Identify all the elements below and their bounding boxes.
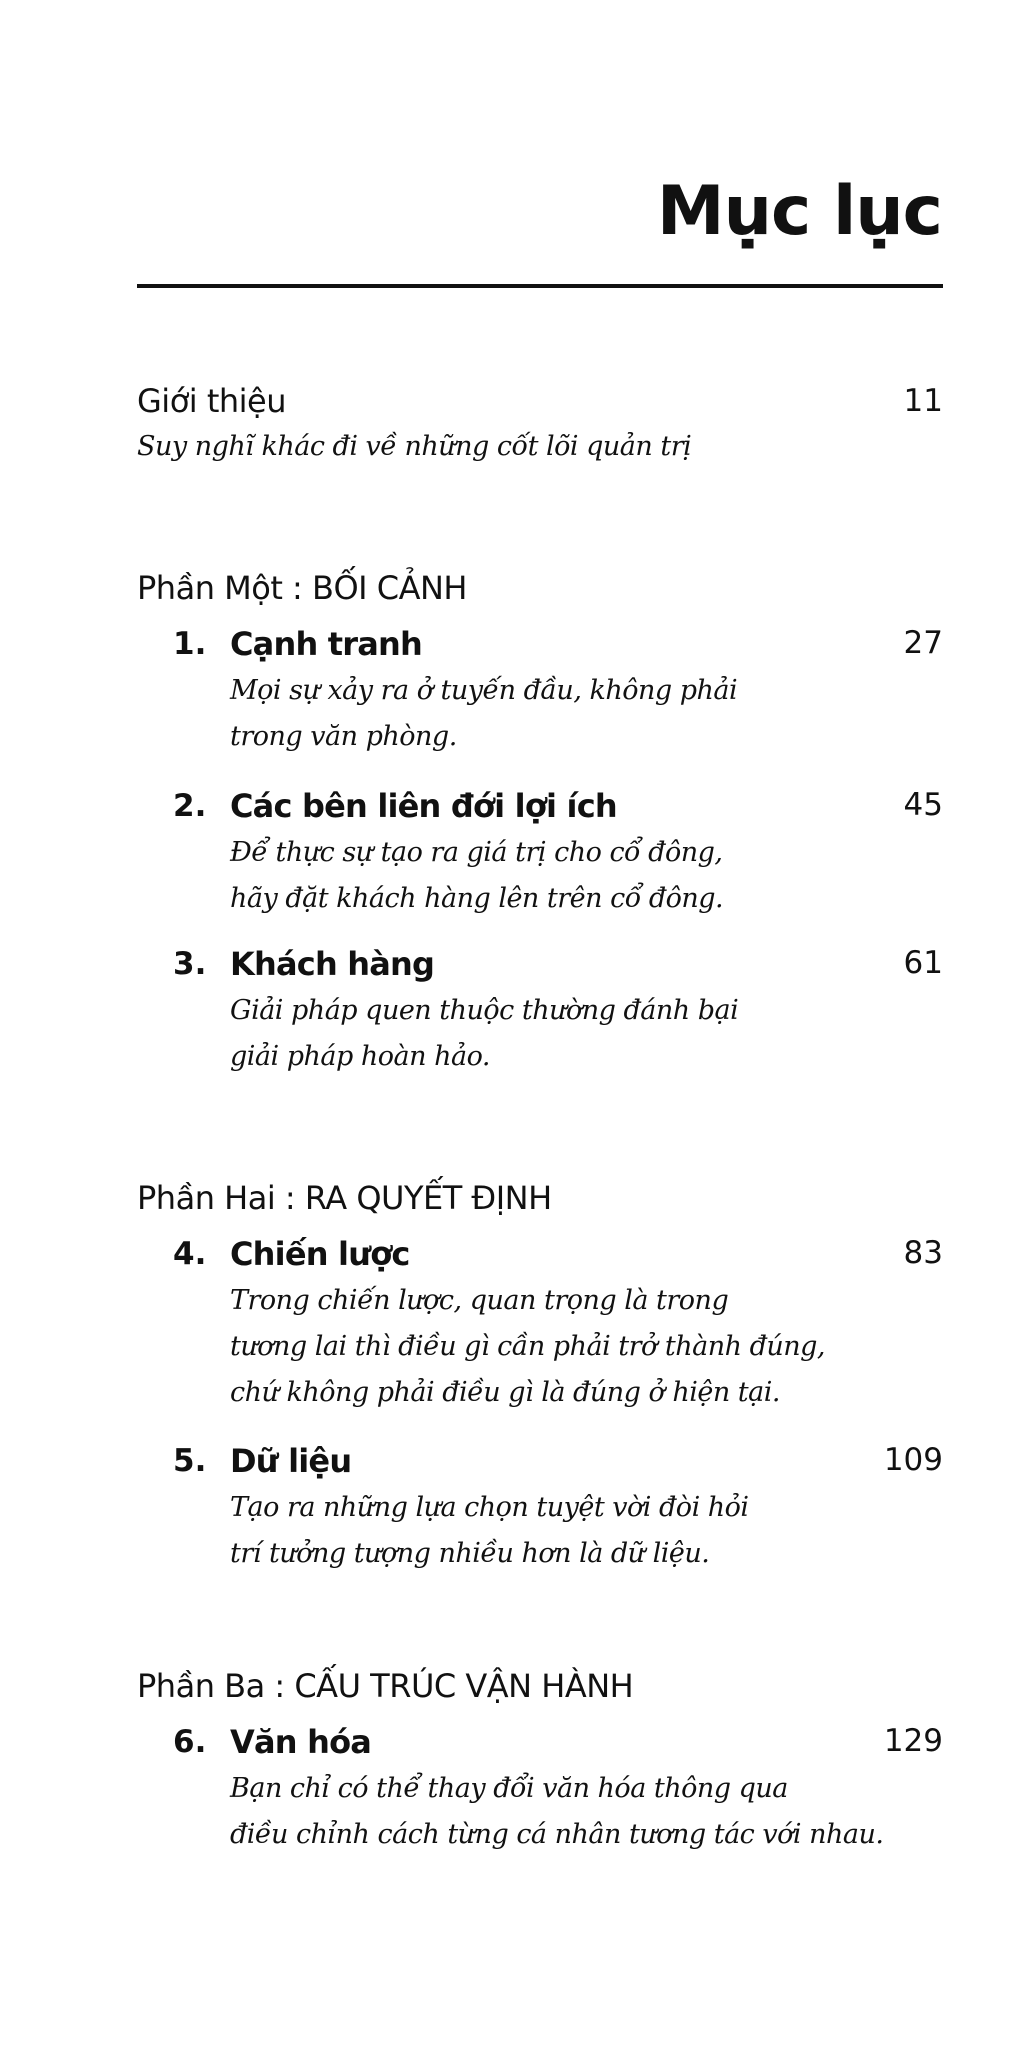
chapter-title: Văn hóa [230, 1723, 372, 1761]
chapter-number: 5. [173, 1443, 207, 1479]
description-line: điều chỉnh cách từng cá nhân tương tác với nhau. [230, 1819, 884, 1850]
part-heading-3 [137, 1663, 943, 1709]
description-line: chứ không phải điều gì là đúng ở hiện tại. [230, 1377, 780, 1408]
toc-chapter-5[interactable] [137, 1437, 943, 1577]
chapter-description [137, 1485, 943, 1577]
page-number: 83 [903, 1235, 943, 1271]
description-line: tương lai thì điều gì cần phải trở thành đúng, [230, 1331, 826, 1362]
part-title: Phần Ba : CẤU TRÚC VẬN HÀNH [137, 1667, 634, 1705]
chapter-title: Cạnh tranh [230, 625, 423, 663]
toc-chapter-6[interactable] [137, 1718, 943, 1858]
page-number: 61 [903, 945, 943, 981]
page-number: 109 [883, 1442, 943, 1478]
chapter-number: 3. [173, 946, 207, 982]
part-heading-2 [137, 1175, 943, 1221]
chapter-title: Dữ liệu [230, 1442, 352, 1480]
page-number: 27 [903, 625, 943, 661]
description-line: Tạo ra những lựa chọn tuyệt vời đòi hỏi [230, 1492, 749, 1523]
chapter-number: 4. [173, 1236, 207, 1272]
description-line: Mọi sự xảy ra ở tuyến đầu, không phải [230, 675, 738, 706]
toc-chapter-2[interactable] [137, 782, 943, 922]
chapter-description [137, 988, 943, 1080]
description-line: hãy đặt khách hàng lên trên cổ đông. [230, 883, 724, 914]
chapter-title: Chiến lược [230, 1235, 410, 1273]
description-line: giải pháp hoàn hảo. [230, 1041, 490, 1072]
intro-subtitle: Suy nghĩ khác đi về những cốt lõi quản trị [137, 431, 692, 462]
description-line: Trong chiến lược, quan trọng là trong [230, 1285, 729, 1316]
chapter-number: 6. [173, 1724, 207, 1760]
chapter-title: Khách hàng [230, 945, 435, 983]
chapter-title: Các bên liên đới lợi ích [230, 787, 617, 825]
title-divider [137, 284, 943, 288]
toc-chapter-3[interactable] [137, 940, 943, 1080]
description-line: trong văn phòng. [230, 721, 457, 752]
chapter-description [137, 668, 943, 760]
toc-chapter-4[interactable] [137, 1230, 943, 1416]
chapter-description [137, 1278, 943, 1416]
chapter-number: 2. [173, 788, 207, 824]
chapter-number: 1. [173, 626, 207, 662]
description-line: trí tưởng tượng nhiều hơn là dữ liệu. [230, 1538, 710, 1569]
toc-chapter-1[interactable] [137, 620, 943, 760]
page-number: 11 [903, 383, 943, 419]
chapter-description [137, 830, 943, 922]
chapter-description [137, 1766, 943, 1858]
page-number: 129 [883, 1723, 943, 1759]
part-title: Phần Một : BỐI CẢNH [137, 569, 467, 607]
page-number: 45 [903, 787, 943, 823]
description-line: Bạn chỉ có thể thay đổi văn hóa thông qua [230, 1773, 788, 1804]
description-line: Để thực sự tạo ra giá trị cho cổ đông, [230, 837, 723, 868]
description-line: Giải pháp quen thuộc thường đánh bại [230, 995, 739, 1026]
part-heading-1 [137, 565, 943, 611]
part-title: Phần Hai : RA QUYẾT ĐỊNH [137, 1179, 552, 1217]
page-title: Mục lục [656, 172, 942, 251]
intro-title: Giới thiệu [137, 382, 287, 420]
toc-entry-intro[interactable] [137, 378, 943, 470]
